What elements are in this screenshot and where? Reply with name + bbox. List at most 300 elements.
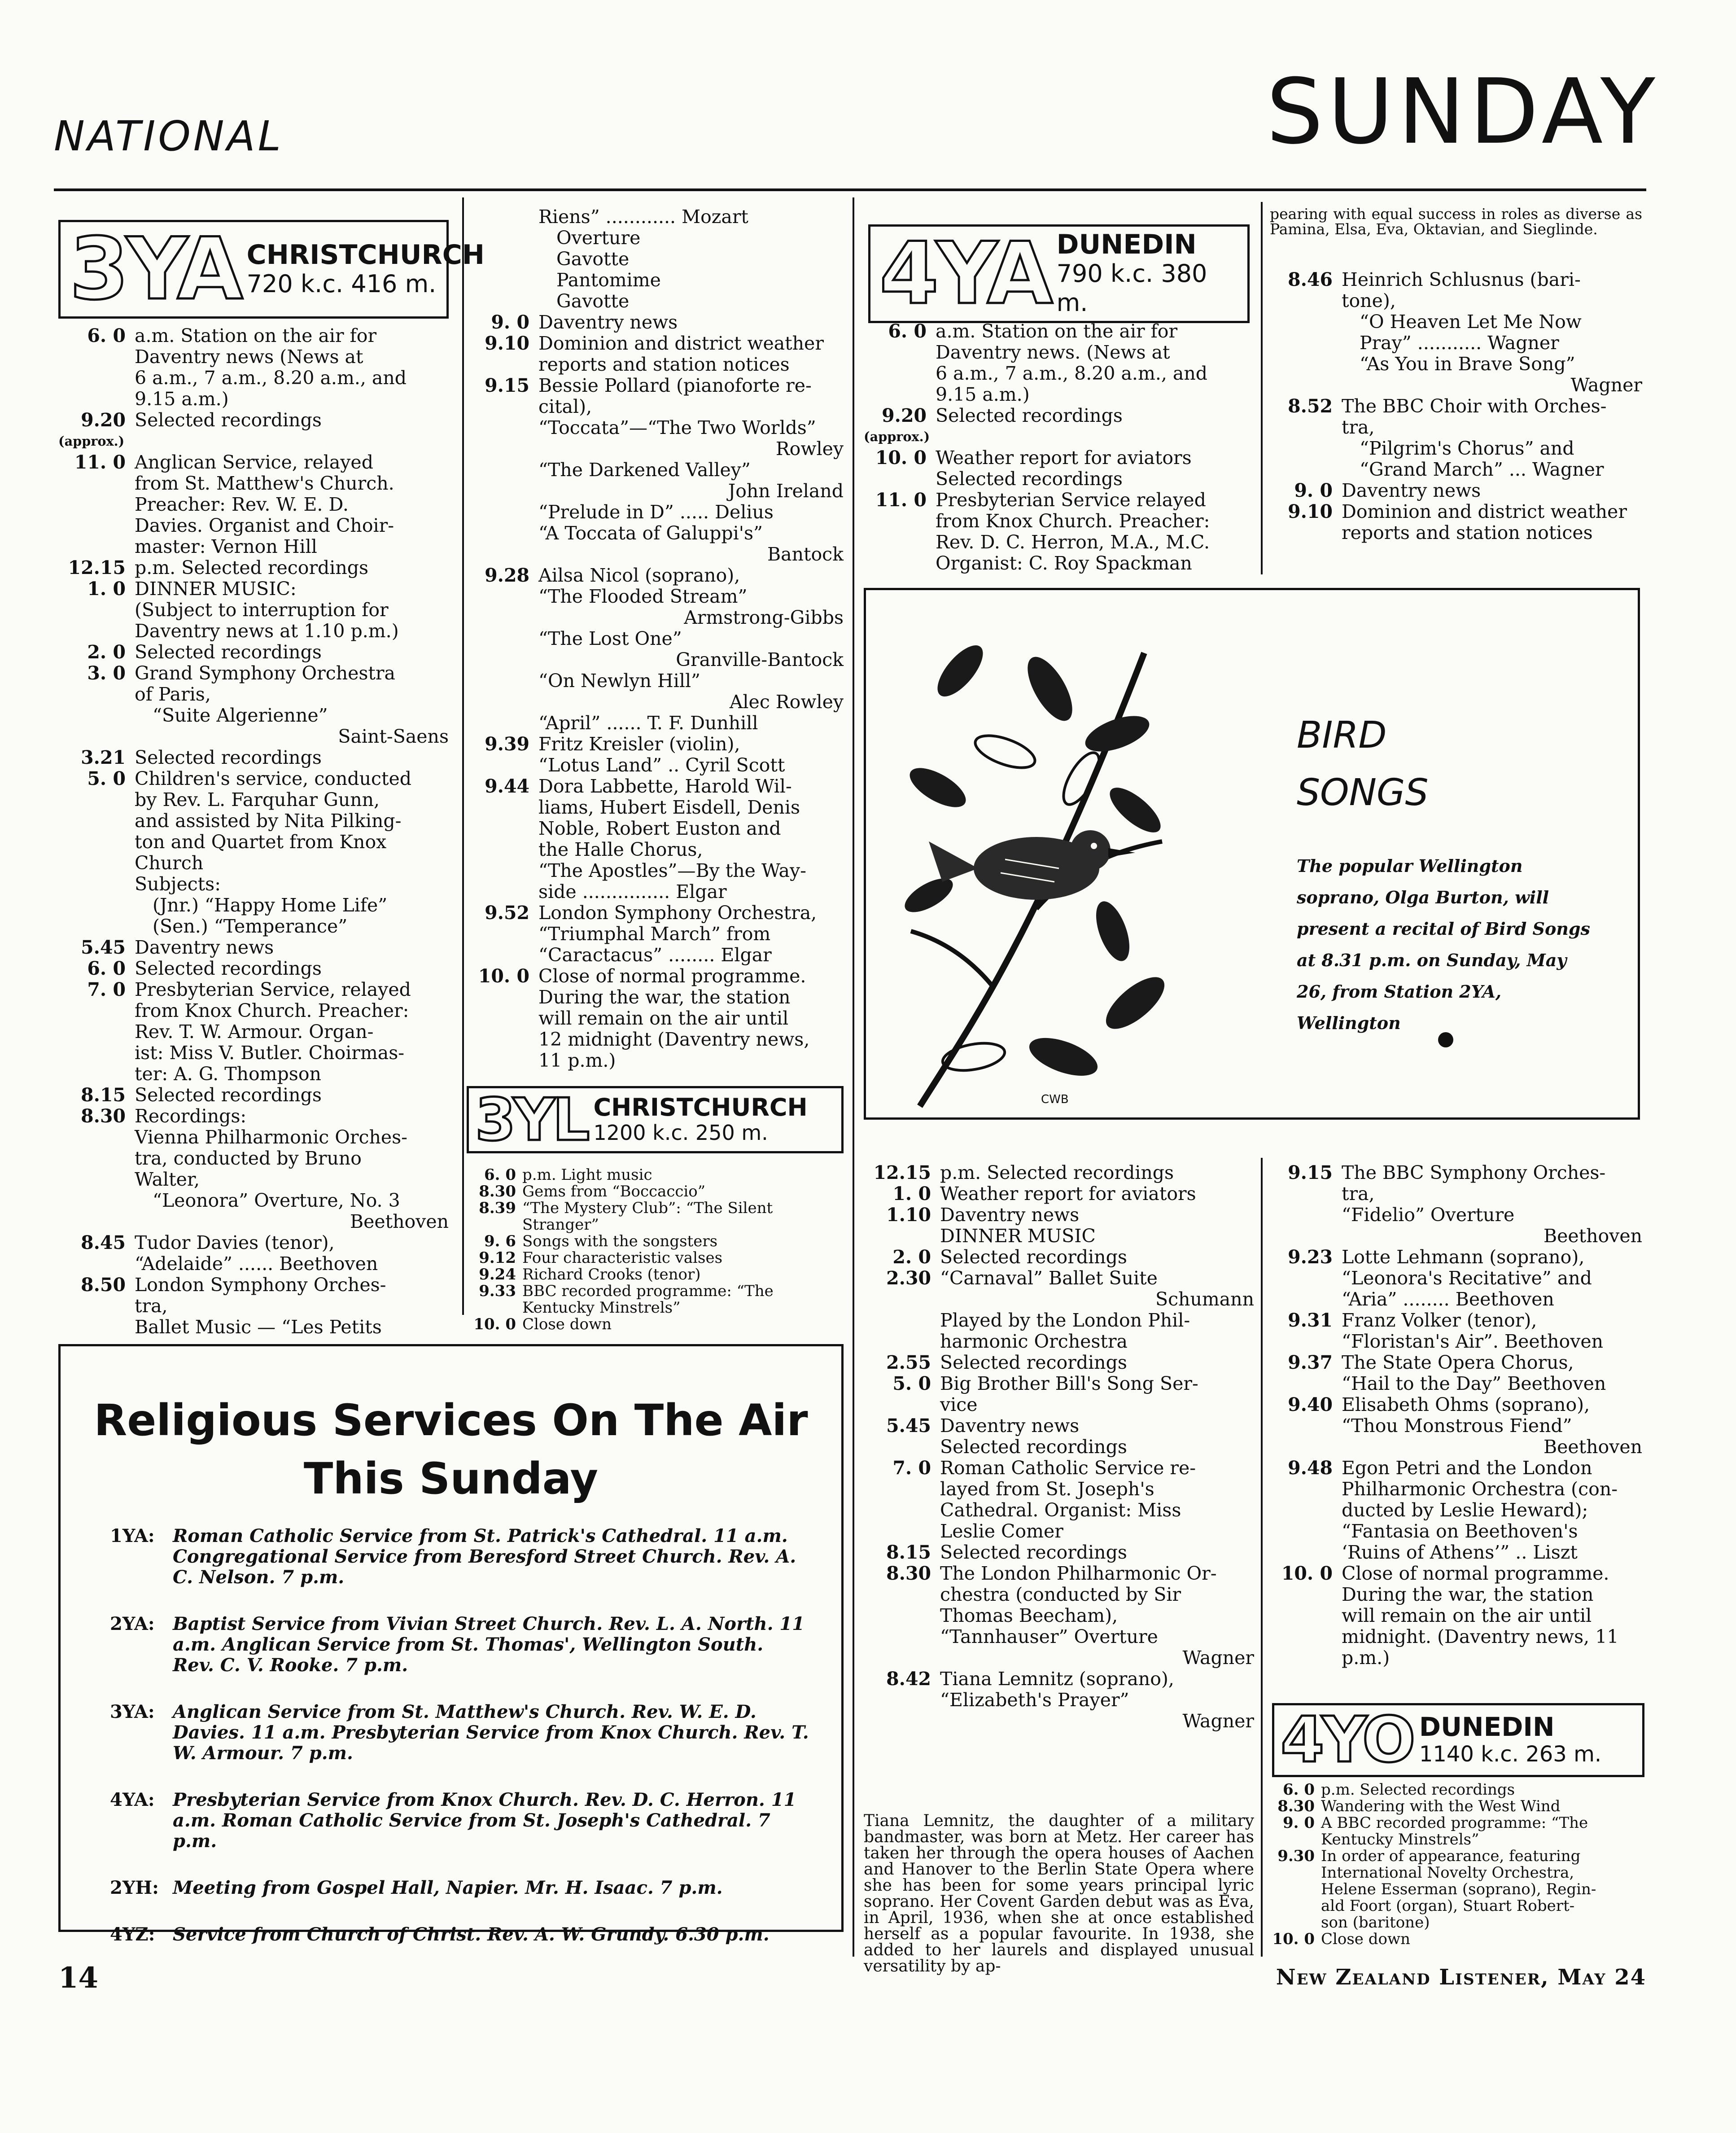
programme-line: DINNER MUSIC [940,1225,1096,1247]
column-rule [853,197,854,1957]
programme-line: side ............... Elgar [538,881,727,902]
programme-entry [58,958,449,979]
programme-line: Weather report for aviators [940,1183,1196,1204]
programme-time: 9.44 [485,775,529,797]
programme-time: 9.15 [485,375,529,396]
programme-line: tra, conducted by Bruno [135,1148,362,1169]
programme-line: “April” ...... T. F. Dunhill [538,712,758,734]
programme-line: Rev. T. W. Armour. Organ- [135,1021,374,1042]
programme-line: Beethoven [1543,1436,1642,1458]
programme-line: Alec Rowley [729,691,844,713]
column-rule [1261,1158,1263,1957]
programme-line: Close down [1321,1930,1410,1948]
programme-line: Riens” ............ Mozart [538,206,748,228]
programme-line: BBC recorded programme: “The [522,1282,774,1300]
programme-line: Saint-Saens [338,726,449,747]
programme-entry [467,1283,848,1316]
programme-entry [467,565,844,734]
programme-entry [1270,1815,1642,1848]
station-city: DUNEDIN [1419,1711,1555,1742]
programme-line: the Halle Chorus, [538,839,703,860]
programme-time: 9.28 [485,565,529,586]
programme-time: 8.39 [479,1199,516,1217]
programme-time: 9.33 [479,1282,516,1300]
programme-line: midnight. (Daventry news, 11 [1342,1626,1619,1647]
programme-entry [1270,1247,1642,1310]
programme-time: 8.30 [886,1563,931,1584]
programme-line: DINNER MUSIC: [135,578,297,600]
programme-line: The BBC Symphony Orches- [1342,1162,1606,1183]
programme-time: 9. 0 [491,311,529,333]
bird-songs-feature [864,588,1640,1120]
page-number: 14 [58,1961,99,1995]
programme-line: Bessie Pollard (pianoforte re- [538,375,812,396]
station-city: DUNEDIN [1056,229,1197,261]
programme-line: Beethoven [1543,1225,1642,1247]
service-details: Anglican Service from St. Matthew's Church. Rev. W. E. D. Davies. 11 a.m. Presbyterian Service from Knox Church. Rev. T. W. Armour. 7 p.m. [173,1701,809,1764]
programme-line: Selected recordings [940,1542,1127,1563]
station-call-sign: 2YH: [110,1877,159,1898]
programme-entry [58,410,449,431]
religious-services-title: Religious Services On The Air This Sunday [94,1395,808,1504]
programme-line: Played by the London Phil- [940,1310,1190,1331]
programme-line: “Suite Algerienne” [153,705,328,726]
programme-line: a.m. Station on the air for [936,320,1178,342]
programme-4ya-afternoon [864,1162,1254,1732]
programme-time: 1. 0 [892,1183,931,1204]
programme-line: Kentucky Minstrels” [1321,1831,1479,1848]
programme-line: During the war, the station [1342,1584,1594,1605]
programme-line: “Caractacus” ........ Elgar [538,944,772,966]
station-4yo-box [1272,1703,1644,1777]
programme-line: Anglican Service, relayed [135,451,373,473]
programme-entry [467,776,844,902]
programme-entry [864,1458,1254,1542]
programme-line: Elisabeth Ohms (soprano), [1342,1394,1590,1415]
programme-line: chestra (conducted by Sir [940,1584,1181,1605]
programme-line: Daventry news [135,937,274,958]
programme-4ya-morning [864,321,1254,574]
programme-line: Selected recordings [135,958,322,979]
programme-entry [1270,1798,1642,1815]
programme-line: Bantock [767,543,844,565]
programme-line: Close of normal programme. [1342,1563,1609,1584]
programme-entry [864,1563,1254,1669]
programme-line: Four characteristic valses [522,1249,723,1267]
programme-entry [1270,1310,1642,1352]
programme-line: Gavotte [556,248,630,270]
programme-entry [58,1275,449,1338]
programme-line: “Fidelio” Overture [1342,1204,1515,1226]
station-call-sign: 2YA: [110,1613,155,1634]
programme-4ya-evening [1270,269,1642,543]
programme-line: “O Heaven Let Me Now [1360,311,1582,333]
programme-line: Dominion and district weather [1342,501,1627,522]
programme-line: Leslie Comer [940,1520,1063,1542]
programme-time: 9. 0 [1283,1814,1315,1832]
programme-line: ducted by Leslie Heward); [1342,1499,1588,1521]
programme-time: 8.30 [479,1183,516,1200]
programme-time: 8.45 [81,1232,126,1253]
programme-line: London Symphony Orches- [135,1274,386,1296]
programme-time: 7. 0 [87,979,126,1000]
programme-line: Richard Crooks (tenor) [522,1266,701,1283]
programme-line: Selected recordings [135,641,322,663]
programme-entry [1270,1848,1642,1931]
programme-line: Wandering with the West Wind [1321,1797,1561,1815]
programme-line: p.m. Light music [522,1166,652,1184]
programme-line: “The Apostles”—By the Way- [538,860,806,881]
programme-entry [1270,1458,1642,1563]
programme-line: a.m. Station on the air for [135,325,377,346]
programme-line: Philharmonic Orchestra (con- [1342,1478,1618,1500]
programme-line: Walter, [135,1169,200,1190]
programme-line: “Pilgrim's Chorus” and [1360,438,1574,459]
programme-3ya-part2 [467,206,844,1071]
programme-4yo [1270,1782,1642,1948]
programme-line: tra, [1342,1183,1375,1204]
programme-line: Presbyterian Service, relayed [135,979,411,1000]
bullet-dot [1438,1032,1453,1047]
station-call-sign: 4YO [1281,1703,1413,1777]
bird-songs-title: BIRD SONGS [1297,714,1429,814]
programme-entry [864,426,1254,447]
programme-time: 9.52 [485,902,529,924]
programme-entry [467,734,844,776]
programme-line: from St. Matthew's Church. [135,473,394,494]
religious-service-item [110,1614,810,1676]
programme-entry [864,447,1254,490]
programme-entry [1270,501,1642,543]
programme-time: 8.30 [81,1105,126,1127]
programme-line: from Knox Church. Preacher: [936,510,1210,532]
station-call-sign: 4YA: [110,1789,155,1810]
programme-line: In order of appearance, featuring [1321,1847,1581,1865]
programme-entry [1270,480,1642,501]
programme-line: tra, [135,1295,168,1317]
service-details: Service from Church of Christ. Rev. A. W. Grundy. 6.30 p.m. [173,1924,770,1945]
programme-time: 9.24 [479,1266,516,1283]
programme-line: A BBC recorded programme: “The [1321,1814,1588,1832]
religious-service-item [110,1702,810,1764]
programme-line: layed from St. Joseph's [940,1478,1154,1500]
station-frequency: 1140 k.c. 263 m. [1419,1741,1602,1767]
programme-line: “The Flooded Stream” [538,586,748,607]
programme-line: “Lotus Land” .. Cyril Scott [538,754,785,776]
programme-time: (approx.) [58,434,125,449]
programme-line: tra, [1342,416,1375,438]
programme-line: The London Philharmonic Or- [940,1563,1217,1584]
programme-line: Overture [556,227,641,249]
programme-line: “Toccata”—“The Two Worlds” [538,417,816,438]
programme-line: Daventry news. (News at [936,342,1170,363]
programme-line: liams, Hubert Eisdell, Denis [538,797,800,818]
programme-time: 1. 0 [87,578,126,600]
programme-line: “Tannhauser” Overture [940,1626,1158,1647]
programme-line: “Fantasia on Beethoven's [1342,1520,1578,1542]
programme-3yl [467,1167,848,1333]
service-details: Baptist Service from Vivian Street Church. Rev. L. A. North. 11 a.m. Anglican Service from St. Thomas', Wellington South. Rev. C. V. Rooke. 7 p.m. [173,1613,805,1676]
programme-line: Davies. Organist and Choir- [135,515,394,536]
programme-line: 9.15 a.m.) [135,388,229,410]
programme-entry [58,431,449,452]
column-rule [1261,202,1263,574]
programme-entry [864,1669,1254,1732]
programme-line: “Prelude in D” ..... Delius [538,501,774,523]
programme-line: “Aria” ........ Beethoven [1342,1288,1554,1310]
station-3ya-box [58,219,485,319]
programme-time: 10. 0 [1281,1563,1333,1584]
programme-line: Fritz Kreisler (violin), [538,733,740,755]
programme-line: “The Lost One” [538,628,682,649]
station-call-sign: 4YZ: [110,1924,155,1945]
programme-line: Daventry news at 1.10 p.m.) [135,620,399,642]
programme-entry [58,663,449,747]
programme-line: 9.15 a.m.) [936,384,1030,405]
programme-time: 3.21 [81,747,126,768]
programme-line: Subjects: [135,873,221,895]
programme-entry [467,206,844,312]
programme-time: 2.55 [886,1352,931,1373]
programme-line: Egon Petri and the London [1342,1457,1592,1479]
programme-line: (Jnr.) “Happy Home Life” [153,894,388,916]
programme-entry [467,966,844,1071]
programme-line: by Rev. L. Farquhar Gunn, [135,789,380,810]
programme-line: vice [940,1394,978,1415]
programme-time: 10. 0 [478,965,529,987]
programme-line: Daventry news [1342,480,1481,501]
programme-time: 9. 6 [484,1232,516,1250]
programme-entry [1270,1782,1642,1798]
programme-line: Heinrich Schlusnus (bari- [1342,269,1581,290]
programme-line: Schumann [1155,1288,1254,1310]
programme-entry [58,937,449,958]
programme-line: Beethoven [350,1211,449,1232]
programme-line: The BBC Choir with Orches- [1342,395,1607,417]
programme-line: “Floristan's Air”. Beethoven [1342,1331,1604,1352]
programme-line: Tiana Lemnitz (soprano), [940,1668,1174,1690]
programme-time: 9.31 [1288,1310,1333,1331]
programme-time: 9.39 [485,733,529,755]
programme-time: 9.10 [1288,501,1333,522]
artist-mark: CWB [1041,1093,1069,1106]
programme-entry [58,557,449,578]
programme-line: Weather report for aviators [936,447,1192,469]
programme-line: p.m. Selected recordings [1321,1781,1515,1799]
programme-line: will remain on the air until [1342,1605,1592,1626]
programme-line: Grand Symphony Orchestra [135,662,395,684]
station-city: CHRISTCHURCH [593,1093,808,1121]
programme-time: 12.15 [68,557,126,578]
programme-entry [864,1247,1254,1268]
programme-time: 9.15 [1288,1162,1333,1183]
programme-line: Organist: C. Roy Spackman [936,552,1192,574]
station-4ya-box [868,224,1250,323]
programme-time: 8.46 [1288,269,1333,290]
publication-line: New Zealand Listener, May 24 [1276,1965,1646,1990]
programme-entry [864,1268,1254,1352]
station-frequency: 1200 k.c. 250 m. [593,1121,768,1145]
station-frequency: 720 k.c. 416 m. [246,269,437,298]
programme-line: “Elizabeth's Prayer” [940,1689,1129,1711]
programme-line: “Leonora's Recitative” and [1342,1267,1592,1289]
programme-entry [58,768,449,937]
programme-time: 10. 0 [473,1315,516,1333]
programme-entry [864,1183,1254,1204]
religious-service-item [110,1790,810,1852]
religious-service-item [110,1924,810,1945]
programme-line: Thomas Beecham), [940,1605,1118,1626]
programme-entry [1270,1352,1642,1394]
programme-line: Close of normal programme. [538,965,806,987]
programme-entry [1270,1563,1642,1669]
programme-line: “As You in Brave Song” [1360,353,1575,375]
programme-time: 9. 0 [1294,480,1333,501]
programme-line: 12 midnight (Daventry news, [538,1029,810,1050]
station-call-sign: 4YA [879,224,1050,323]
programme-line: The State Opera Chorus, [1342,1352,1574,1373]
section-label: NATIONAL [54,112,284,160]
header-rule [54,188,1646,191]
programme-entry [467,1183,848,1200]
programme-entry [467,1200,848,1233]
programme-entry [58,1085,449,1106]
lemnitz-biography-continued: pearing with equal success in roles as diverse as Pamina, Elsa, Eva, Oktavian, and Sieglinde. [1270,205,1642,238]
programme-entry [58,325,449,410]
programme-line: Daventry news [940,1415,1080,1437]
programme-entry [467,1250,848,1266]
programme-line: p.m. Selected recordings [940,1162,1174,1183]
programme-line: Children's service, conducted [135,768,411,789]
programme-line: Rev. D. C. Herron, M.A., M.C. [936,531,1210,553]
programme-line: “Triumphal March” from [538,923,771,945]
programme-time: 9.12 [479,1249,516,1267]
programme-time: 5.45 [886,1415,931,1437]
programme-line: 6 a.m., 7 a.m., 8.20 a.m., and [135,367,407,389]
programme-entry [864,1204,1254,1247]
programme-line: ‘Ruins of Athens’” .. Liszt [1342,1542,1578,1563]
programme-time: 9.23 [1288,1246,1333,1268]
programme-line: Roman Catholic Service re- [940,1457,1196,1479]
programme-line: Dora Labbette, Harold Wil- [538,775,792,797]
programme-line: Helene Esserman (soprano), Regin- [1321,1880,1596,1898]
programme-line: from Knox Church. Preacher: [135,1000,409,1021]
programme-line: Songs with the songsters [522,1232,718,1250]
programme-entry [864,321,1254,405]
day-heading: SUNDAY [1266,60,1660,164]
service-details: Meeting from Gospel Hall, Napier. Mr. H. Isaac. 7 p.m. [173,1877,723,1898]
programme-entry [864,405,1254,426]
service-details: Presbyterian Service from Knox Church. Rev. D. C. Herron. 11 a.m. Roman Catholic Service from St. Joseph's Cathedral. 7 p.m. [173,1789,796,1852]
programme-entry [467,375,844,565]
programme-time: 11. 0 [74,451,126,473]
programme-entry [58,979,449,1085]
programme-time: 9.40 [1288,1394,1333,1415]
programme-line: “On Newlyn Hill” [538,670,701,692]
programme-entry [58,1106,449,1232]
programme-line: Ailsa Nicol (soprano), [538,565,740,586]
programme-entry [58,1232,449,1275]
programme-line: of Paris, [135,683,211,705]
programme-line: (Subject to interruption for [135,599,389,621]
programme-entry [58,642,449,663]
programme-line: reports and station notices [538,354,790,375]
programme-entry [1270,1931,1642,1948]
programme-line: Daventry news [940,1204,1080,1226]
programme-entry [864,1542,1254,1563]
programme-time: 11. 0 [875,489,927,511]
station-frequency: 790 k.c. 380 m. [1056,259,1207,317]
programme-line: ton and Quartet from Knox [135,831,387,853]
programme-time: 2.30 [886,1267,931,1289]
programme-line: Armstrong-Gibbs [684,607,844,628]
programme-time: 9.20 [882,405,927,426]
programme-line: Daventry news (News at [135,346,363,368]
programme-line: Recordings: [135,1105,247,1127]
programme-time: 9.10 [485,333,529,354]
programme-time: 3. 0 [87,662,126,684]
programme-entry [467,902,844,966]
programme-line: ter: A. G. Thompson [135,1063,321,1085]
programme-time: 12.15 [873,1162,931,1183]
programme-entry [467,1233,848,1250]
programme-time: 8.30 [1277,1797,1315,1815]
programme-time: 2. 0 [892,1246,931,1268]
programme-time: 9.37 [1288,1352,1333,1373]
programme-line: Selected recordings [936,405,1123,426]
station-call-sign: 1YA: [110,1525,155,1546]
programme-time: 6. 0 [87,325,126,346]
programme-line: Selected recordings [135,409,322,431]
programme-line: p.m.) [1342,1647,1390,1669]
programme-line: Pantomime [556,269,661,291]
programme-line: Tudor Davies (tenor), [135,1232,335,1253]
programme-line: and assisted by Nita Pilking- [135,810,402,832]
programme-time: 5. 0 [87,768,126,789]
programme-line: Selected recordings [936,468,1123,490]
station-call-sign: 3YL [475,1086,587,1154]
programme-entry [467,333,844,375]
programme-line: “The Mystery Club”: “The Silent [522,1199,773,1217]
programme-time: (approx.) [864,429,930,444]
programme-time: 8.15 [81,1084,126,1106]
programme-entry [864,1352,1254,1373]
programme-3ya-part1 [58,325,449,1338]
programme-time: 1.10 [886,1204,931,1226]
programme-line: London Symphony Orchestra, [538,902,817,924]
programme-line: Lotte Lehmann (soprano), [1342,1246,1585,1268]
programme-entry [864,1415,1254,1458]
programme-time: 9.48 [1288,1457,1333,1479]
station-call-sign: 3YA: [110,1701,155,1722]
programme-entry [864,1162,1254,1183]
programme-time: 8.50 [81,1274,126,1296]
programme-line: “Grand March” ... Wagner [1360,459,1604,480]
programme-line: Close down [522,1315,612,1333]
programme-line: John Ireland [728,480,844,502]
station-city: CHRISTCHURCH [246,239,485,271]
programme-time [467,206,538,312]
programme-line: Selected recordings [135,747,322,768]
programme-entry [467,1266,848,1283]
programme-time: 8.52 [1288,395,1333,417]
programme-time: 2. 0 [87,641,126,663]
programme-line: Selected recordings [940,1352,1127,1373]
programme-entry [1270,1162,1642,1247]
programme-line: Daventry news [538,311,678,333]
programme-line: Cathedral. Organist: Miss [940,1499,1181,1521]
programme-line: son (baritone) [1321,1914,1430,1932]
